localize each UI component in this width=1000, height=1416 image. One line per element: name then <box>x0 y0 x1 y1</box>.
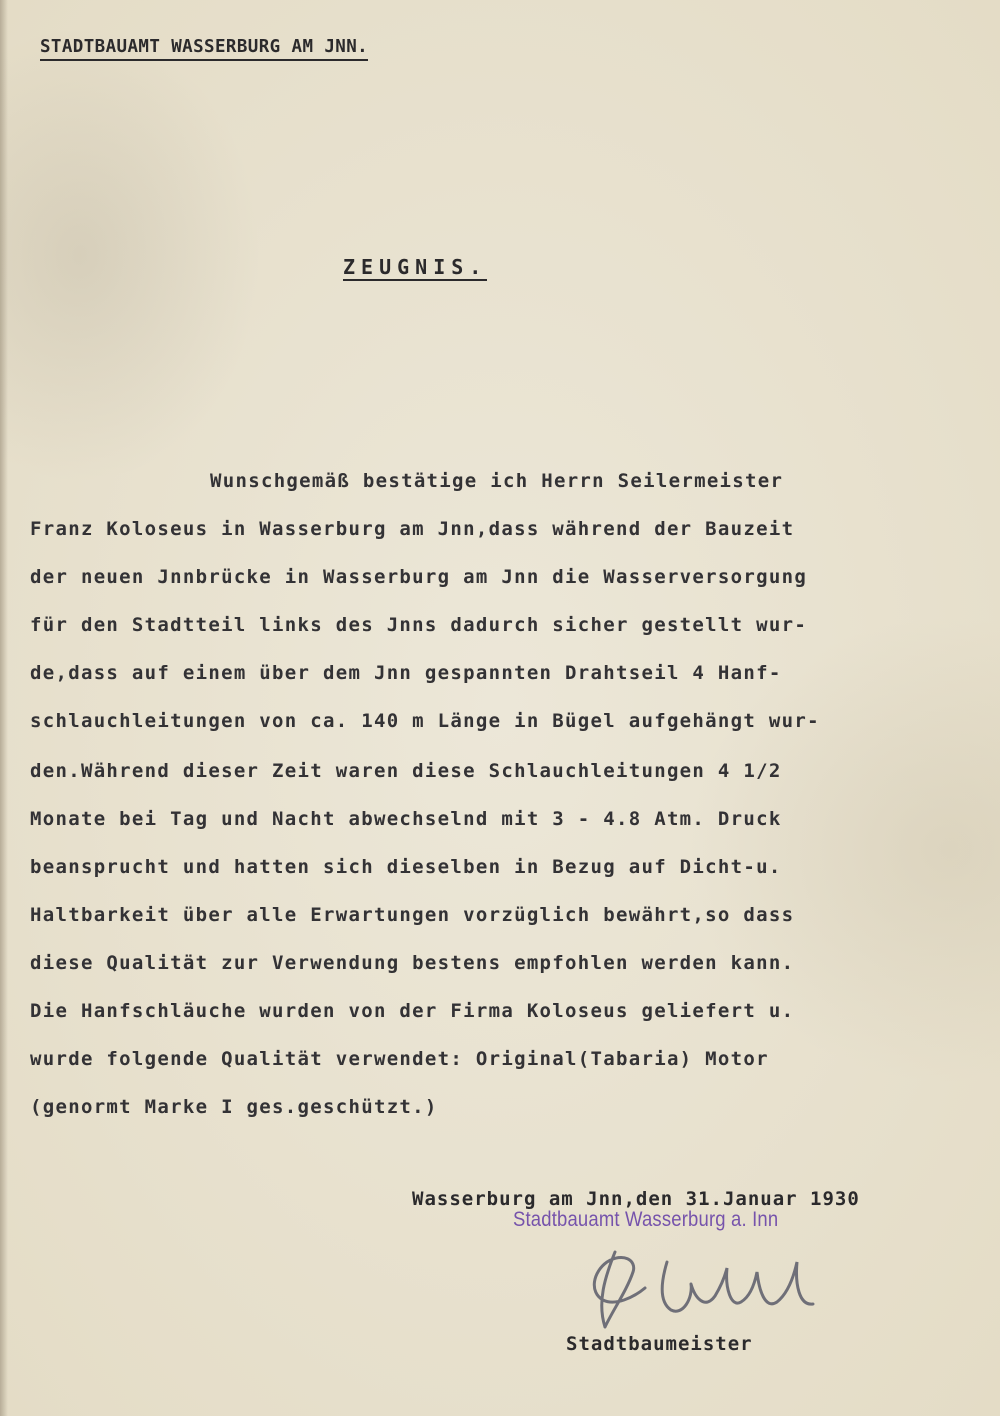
place-date-line: Wasserburg am Jnn,den 31.Januar 1930 <box>412 1188 860 1210</box>
office-stamp: Stadtbauamt Wasserburg a. Inn <box>513 1208 779 1231</box>
body-line: den.Während dieser Zeit waren diese Schlauchleitungen 4 1/2 <box>30 760 782 782</box>
body-line: der neuen Jnnbrücke in Wasserburg am Jnn die Wasserversorgung <box>30 566 808 588</box>
letterhead: STADTBAUAMT WASSERBURG AM JNN. <box>40 36 368 61</box>
body-line: (genormt Marke I ges.geschützt.) <box>30 1096 438 1118</box>
signer-title: Stadtbaumeister <box>566 1333 753 1355</box>
body-line: schlauchleitungen von ca. 140 m Länge in Bügel aufgehängt wur- <box>30 710 820 732</box>
body-line: für den Stadtteil links des Jnns dadurch sicher gestellt wur- <box>30 614 808 636</box>
body-line: wurde folgende Qualität verwendet: Original(Tabaria) Motor <box>30 1048 769 1070</box>
body-line: Wunschgemäß bestätige ich Herrn Seilermeister <box>210 470 784 492</box>
body-line: Die Hanfschläuche wurden von der Firma Koloseus geliefert u. <box>30 1000 795 1022</box>
signature-icon <box>575 1232 835 1342</box>
body-line: Franz Koloseus in Wasserburg am Jnn,dass während der Bauzeit <box>30 518 795 540</box>
paper-edge-shadow <box>0 0 8 1416</box>
body-line: diese Qualität zur Verwendung bestens empfohlen werden kann. <box>30 952 795 974</box>
body-line: de,dass auf einem über dem Jnn gespannten Drahtseil 4 Hanf- <box>30 662 782 684</box>
body-line: Monate bei Tag und Nacht abwechselnd mit 3 - 4.8 Atm. Druck <box>30 808 782 830</box>
body-line: beansprucht und hatten sich dieselben in Bezug auf Dicht-u. <box>30 856 782 878</box>
body-line: Haltbarkeit über alle Erwartungen vorzüglich bewährt,so dass <box>30 904 795 926</box>
document-title: ZEUGNIS. <box>343 255 488 279</box>
